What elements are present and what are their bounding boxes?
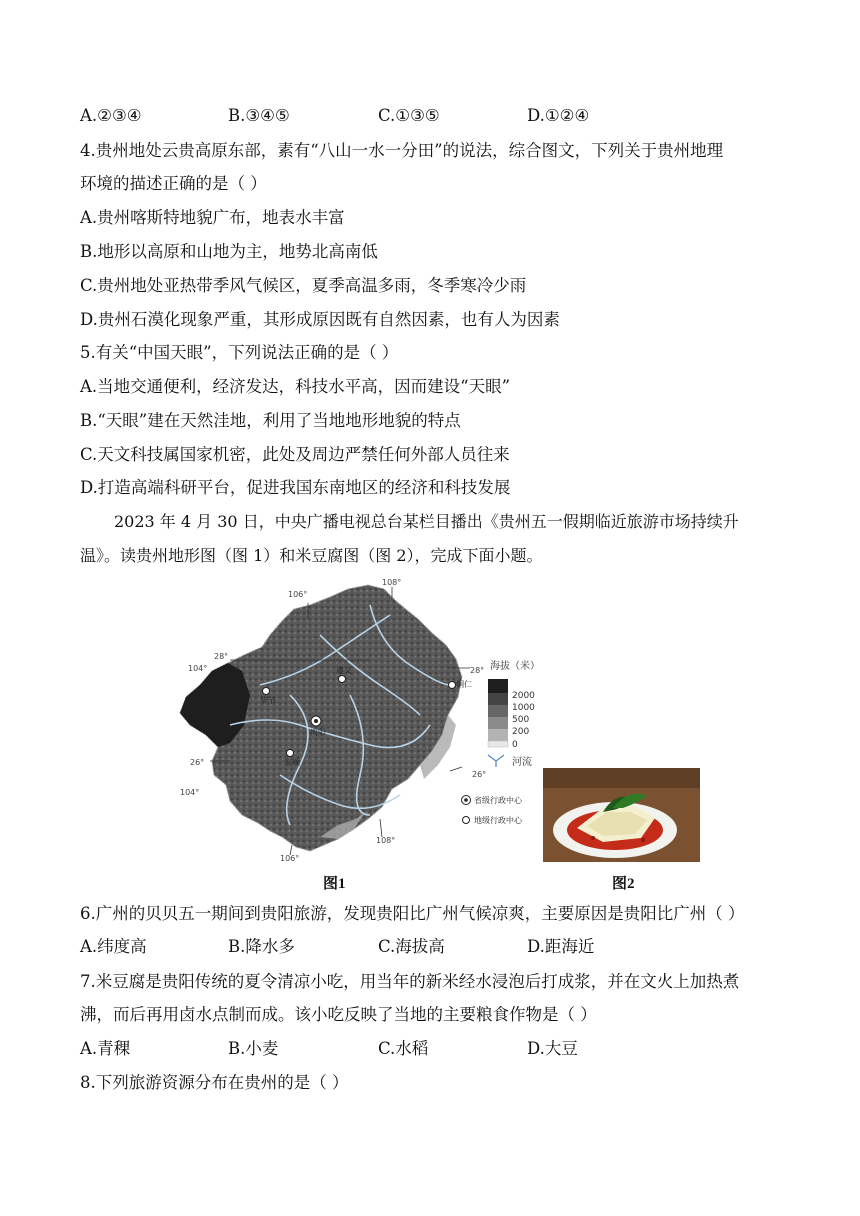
q4-stem-line1: 4.贵州地处云贵高原东部，素有“八山一水一分田”的说法，综合图文，下列关于贵州地理 [80, 141, 724, 160]
q5-option-a[interactable]: A.当地交通便利，经济发达，科技水平高，因而建设“天眼” [80, 377, 511, 396]
figure1-caption: 图1 [323, 876, 346, 892]
q4-stem-line2: 环境的描述正确的是（ ） [80, 174, 267, 193]
q4-option-d[interactable]: D.贵州石漠化现象严重，其形成原因既有自然因素，也有人为因素 [80, 310, 560, 329]
q7-stem-line2: 沸，而后再用卤水点制而成。该小吃反映了当地的主要粮食作物是（ ） [80, 1005, 597, 1024]
coord-label: 26° [472, 770, 487, 779]
legend-tick: 200 [512, 727, 530, 737]
city-label: 铜仁 [456, 680, 472, 689]
coord-label: 28° [214, 652, 229, 661]
intro-line2: 温》。读贵州地形图（图 1）和米豆腐图（图 2），完成下面小题。 [80, 546, 543, 565]
river-legend-icon [488, 755, 504, 767]
legend-tick: 1000 [512, 703, 535, 713]
q3-option-b[interactable]: B.③④⑤ [228, 106, 290, 125]
q7-option-b[interactable]: B.小麦 [228, 1039, 279, 1058]
q4-option-a[interactable]: A.贵州喀斯特地貌广布，地表水丰富 [80, 208, 345, 227]
q7-option-c[interactable]: C.水稻 [378, 1039, 429, 1058]
coord-label: 28° [470, 666, 485, 675]
q5-stem: 5.有关“中国天眼”，下列说法正确的是（ ） [80, 343, 399, 362]
map-legend [462, 659, 541, 825]
q7-stem-line1: 7.米豆腐是贵阳传统的夏令清凉小吃，用当年的新米经水浸泡后打成浆，并在文火上加热煮 [80, 972, 740, 991]
q8-stem: 8.下列旅游资源分布在贵州的是（ ） [80, 1073, 349, 1092]
coord-label: 26° [190, 758, 205, 767]
intro-line1: 2023 年 4 月 30 日，中央广播电视总台某栏目播出《贵州五一假期临近旅游市场持续升 [114, 512, 739, 531]
q3-option-c[interactable]: C.①③⑤ [378, 106, 440, 125]
guizhou-terrain-map [170, 575, 540, 867]
coord-label: 104° [180, 788, 200, 797]
q6-option-d[interactable]: D.距海近 [527, 937, 595, 956]
legend-tick: 500 [512, 715, 530, 725]
q6-stem: 6.广州的贝贝五一期间到贵阳旅游，发现贵阳比广州气候凉爽，主要原因是贵阳比广州（ ） [80, 904, 745, 923]
q7-option-a[interactable]: A.青稞 [80, 1039, 131, 1058]
q4-option-b[interactable]: B.地形以高原和山地为主，地势北高南低 [80, 242, 378, 261]
coord-label: 108° [382, 578, 402, 587]
coord-label: 106° [280, 854, 300, 863]
city-label: 遵义 [336, 666, 352, 675]
city-label: 贵阳 [310, 728, 326, 737]
q3-option-a[interactable]: A.②③④ [80, 106, 142, 125]
coord-label: 104° [188, 664, 208, 673]
rice-tofu-photo [543, 768, 700, 862]
legend-tick: 2000 [512, 691, 535, 701]
city-label: 毕节 [260, 696, 276, 705]
coord-label: 108° [376, 836, 396, 845]
legend-provincial: 省级行政中心 [474, 796, 522, 805]
coord-label: 106° [288, 590, 308, 599]
legend-prefecture: 地级行政中心 [474, 816, 522, 825]
city-label: 安顺 [284, 758, 300, 767]
q5-option-d[interactable]: D.打造高端科研平台，促进我国东南地区的经济和科技发展 [80, 478, 511, 497]
q5-option-b[interactable]: B.“天眼”建在天然洼地，利用了当地地形地貌的特点 [80, 411, 461, 430]
figure2-caption: 图2 [612, 876, 635, 892]
q6-option-a[interactable]: A.纬度高 [80, 937, 147, 956]
q5-option-c[interactable]: C.天文科技属国家机密，此处及周边严禁任何外部人员往来 [80, 445, 510, 464]
q3-option-d[interactable]: D.①②④ [527, 106, 590, 125]
q6-option-c[interactable]: C.海拔高 [378, 937, 445, 956]
legend-river: 河流 [512, 757, 532, 768]
legend-tick: 0 [512, 740, 518, 750]
legend-title: 海拔（米） [490, 661, 540, 672]
q6-option-b[interactable]: B.降水多 [228, 937, 295, 956]
q4-option-c[interactable]: C.贵州地处亚热带季风气候区，夏季高温多雨，冬季寒冷少雨 [80, 276, 527, 295]
q7-option-d[interactable]: D.大豆 [527, 1039, 578, 1058]
